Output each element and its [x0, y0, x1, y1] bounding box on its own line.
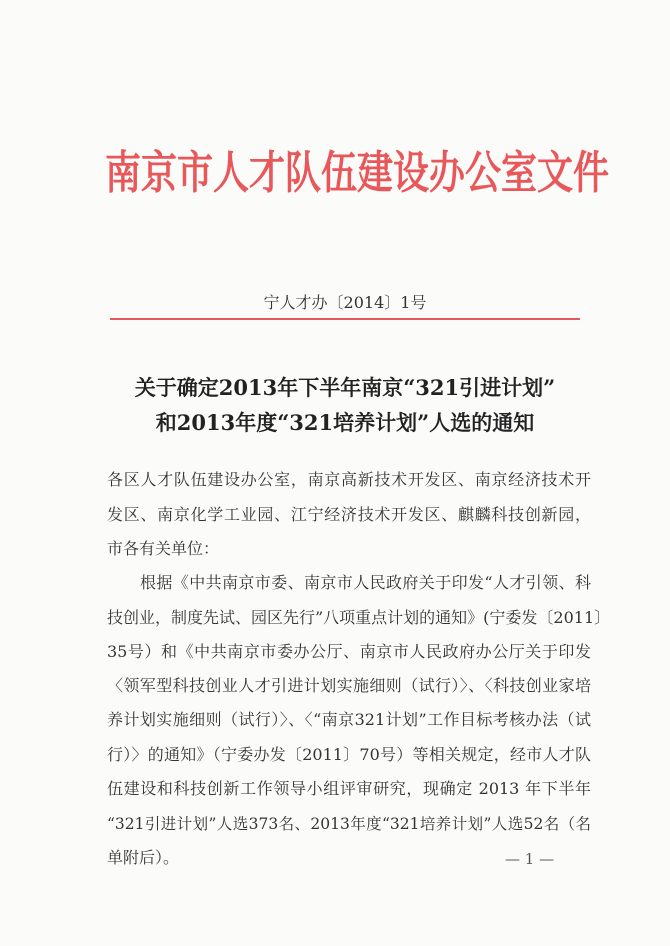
issuing-organization-title: 南京市人才队伍建设办公室文件 — [105, 146, 610, 200]
document-number: 宁人才办〔2014〕1号 — [263, 293, 427, 312]
body-line: 技创业，制度先试、园区先行”八项重点计划的通知》(宁委发〔2011〕 — [107, 608, 611, 627]
body-line: 〈领军型科技创业人才引进计划实施细则（试行）〉、〈科技创业家培 — [107, 676, 591, 695]
body-line: 根据《中共南京市委、南京市人民政府关于印发“人才引领、科 — [140, 573, 591, 592]
body-line: “321引进计划”人选373名、2013年度“321培养计划”人选52名（名 — [107, 815, 591, 833]
notice-title-line-1: 关于确定2013年下半年南京“321引进计划” — [134, 375, 556, 400]
body-line: 市各有关单位： — [107, 539, 220, 558]
body-line: 单附后）。 — [107, 848, 180, 867]
red-divider — [110, 318, 580, 320]
notice-title-line-2: 和2013年度“321培养计划”人选的通知 — [155, 410, 535, 435]
body-line: 35号）和《中共南京市委办公厅、南京市人民政府办公厅关于印发 — [107, 642, 591, 661]
body-line: 各区人才队伍建设办公室，南京高新技术开发区、南京经济技术开 — [107, 470, 591, 489]
body-line: 行）〉的通知》（宁委办发〔2011〕70号）等相关规定，经市人才队 — [107, 745, 591, 764]
body-line: 伍建设和科技创新工作领导小组评审研究，现确定 2013 年下半年 — [107, 779, 591, 798]
body-line: 发区、南京化学工业园、江宁经济技术开发区、麒麟科技创新园， — [107, 505, 591, 524]
body-line: 养计划实施细则（试行）〉、〈“南京321计划”工作目标考核办法（试 — [107, 710, 591, 729]
page-number: — 1 — — [505, 850, 555, 868]
